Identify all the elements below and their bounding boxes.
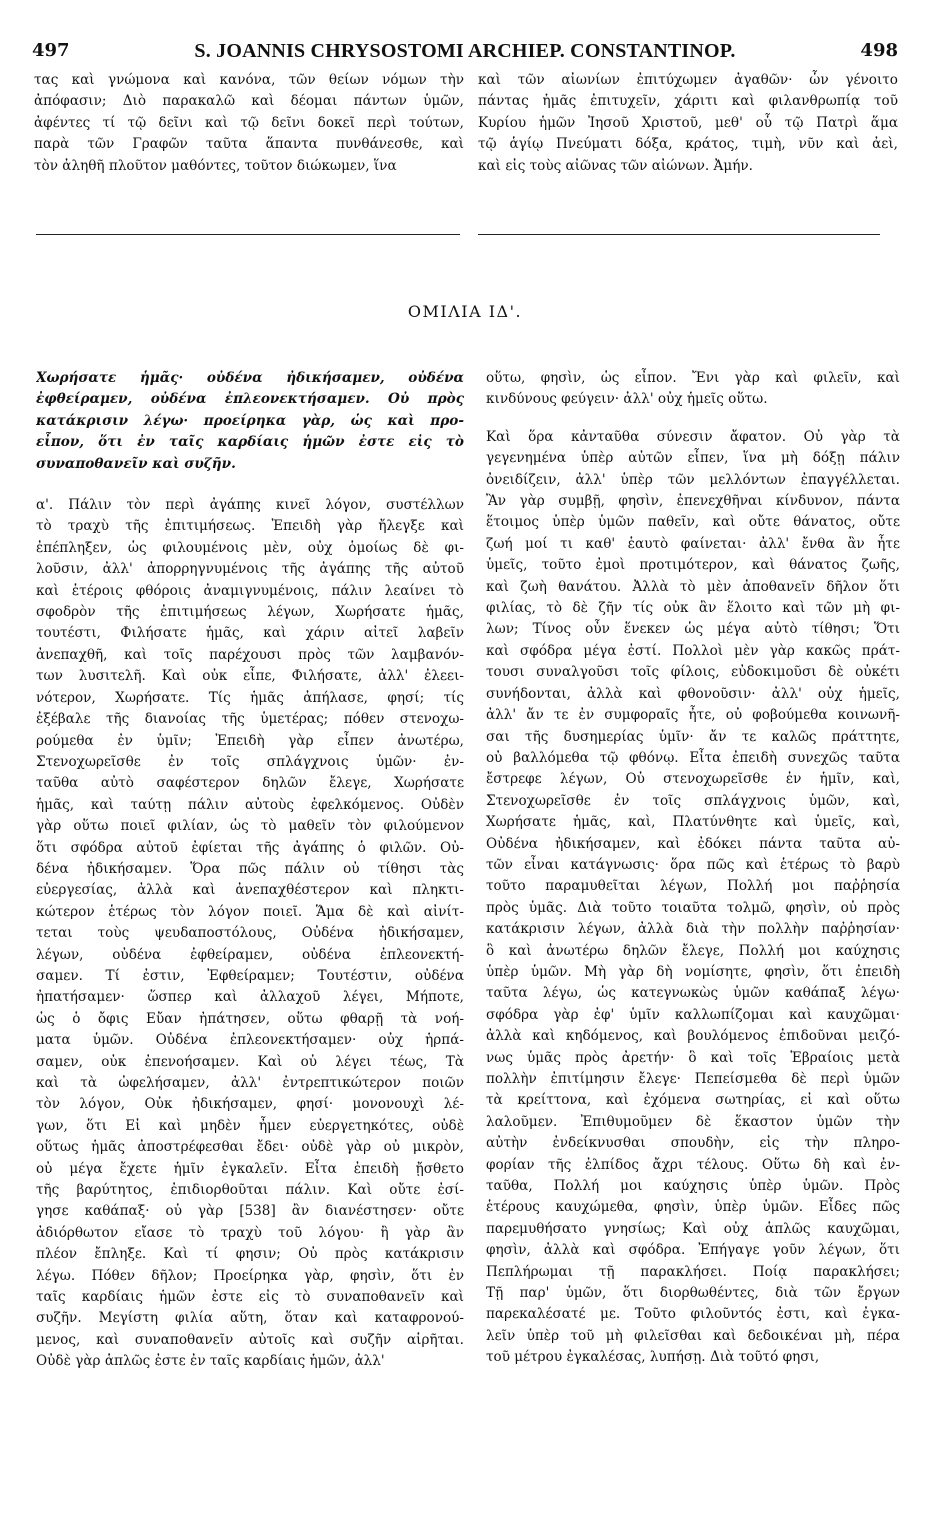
text-line: ἀφέντες τί τῷ δεῖνι καὶ τῷ δεῖνι δοκεῖ περὶ τούτων, — [34, 114, 464, 131]
homily-title: ΟΜΙΛΙΑ ΙΔ'. — [407, 302, 523, 321]
text-line: παρὰ τῶν Γραφῶν ταῦτα ἅπαντα πυνθάνεσθε, καὶ — [34, 136, 464, 153]
top-left-column — [34, 70, 464, 177]
text-line: καὶ ζωὴ θανάτου. Ἀλλὰ τὸ μὲν ἀποθανεῖν δῆλον ὅτι — [486, 578, 900, 595]
text-line: νότερον, Χωρήσατε. Τίς ἡμᾶς ἀπήλασε, φησί; τίς — [36, 689, 464, 706]
text-line: συζῆν. Μεγίστη φιλία αὕτη, ὅταν καὶ καταφρονού- — [36, 1310, 464, 1327]
text-line: ἀλλ' ἄν τε ἐν συμφοραῖς ἦτε, οὐ φοβούμεθα κοινωνῆ- — [486, 707, 900, 724]
text-line: τοῦ μέτρου ἐγκαλέσας, λυπήσῃ. Διὰ τοῦτό φησι, — [486, 1349, 820, 1366]
text-line: μενος, καὶ συναποθανεῖν αὐτοῖς καὶ συζῆν αἱρῆται. — [36, 1331, 464, 1348]
text-line: οὕτω, φησὶν, ὡς εἶπον. Ἔνι γὰρ καὶ φιλεῖν, καὶ — [486, 370, 900, 386]
text-line: συνήδονται, ἀλλὰ καὶ φθονοῦσιν· ἀλλ' οὐχ ἡμεῖς, — [486, 685, 900, 702]
text-line: Ἂν γὰρ συμβῇ, φησὶν, ἐπενεχθῆναι κίνδυνον, πάντα — [486, 493, 900, 510]
paragraph-gap — [486, 411, 900, 427]
text-line: καὶ τὰ ὠφελήσαμεν, ἀλλ' ἐντρεπτικώτερον ποιῶν — [36, 1075, 464, 1091]
text-line: ἐπέπληξεν, ὡς φιλουμένοις μὲν, οὐχ ὁμοίως δὲ φι- — [36, 539, 464, 556]
text-line: πάντας ἡμᾶς ἐπιτυχεῖν, χάριτι καὶ φιλανθρωπίᾳ τοῦ — [478, 93, 898, 110]
text-line: φιλίας, τὸ δὲ ζῆν τίς οὐκ ἂν ἕλοιτο καὶ τῶν μὴ φι- — [486, 600, 900, 617]
page-number-right: 498 — [860, 40, 898, 61]
text-line: κώτερον ἑτέρως τὸν λόγον ποιεῖ. Ἅμα δὲ καὶ αἰνίτ- — [36, 903, 464, 920]
text-line: τῷ ἁγίῳ Πνεύματι δόξα, κράτος, τιμὴ, νῦν καὶ ἀεὶ, — [478, 136, 898, 153]
body-right-text — [486, 427, 900, 1369]
text-line: ρούμεθα ἐν ὑμῖν; Ἐπειδὴ γὰρ εἶπεν ἀνωτέρω, — [36, 732, 464, 749]
text-line: συναποθανεῖν καὶ συζῆν. — [36, 455, 236, 472]
text-line: πλέον ἔπληξε. Καὶ τί φησιν; Οὐ πρὸς κατάκρισιν — [36, 1246, 464, 1263]
text-line: σαμεν. Τί ἐστιν, Ἐφθείραμεν; Τουτέστιν, οὐδένα — [36, 967, 464, 984]
top-right-column — [478, 70, 898, 177]
text-line: ὑπὲρ ὑμῶν. Μὴ γὰρ δὴ νομίσητε, φησὶν, ὅτι ἐπειδὴ — [486, 963, 900, 980]
text-line: παρεκαλέσατέ με. Τοῦτο φιλοῦντός ἐστι, καὶ ἐγκα- — [486, 1306, 900, 1323]
text-line: τουσι συναλγοῦσι τοῖς φίλοις, εὐδοκιμοῦσι δὲ οὐκέτι — [486, 664, 900, 681]
text-line: τῶν εἶναι κατάγνωσις· ὅρα πῶς καὶ ἑτέρως τὸ βαρὺ — [486, 856, 900, 873]
text-line: κατάκρισιν λέγω· προείρηκα γὰρ, ὡς καὶ προ- — [36, 412, 464, 429]
text-line: τὰ κρείττονα, καὶ ἐχόμενα σωτηρίας, εἰ καὶ οὕτω — [486, 1092, 900, 1109]
text-line: ἡμᾶς, καὶ ταύτῃ πάλιν αὐτοὺς ἐφελκόμενος. Οὐδὲν — [36, 796, 464, 813]
text-line: τουτέστι, Φιλήσατε ἡμᾶς, καὶ χάριν αἰτεῖ λαβεῖν — [36, 625, 464, 642]
text-line: ἀνεπαχθῆ, καὶ τοῖς παρέχουσι πρὸς τῶν λαμβανόν- — [36, 646, 464, 663]
text-line: α'. Πάλιν τὸν περὶ ἀγάπης κινεῖ λόγον, συστέλλων — [36, 497, 464, 514]
text-line: φορίαν τῆς ἐλπίδος ἄχρι τέλους. Οὕτω δὴ καὶ ἐν- — [486, 1156, 900, 1173]
text-line: ἐφθείραμεν, οὐδένα ἐπλεονεκτήσαμεν. Οὐ πρὸς — [36, 391, 464, 408]
text-line: ὃ καὶ ἀνωτέρω δηλῶν ἔλεγε, Πολλή μοι καύχησις — [486, 942, 900, 959]
text-line: λαλοῦμεν. Ἐπιθυμοῦμεν δὲ ἕκαστον ὑμῶν τὴν — [486, 1113, 900, 1130]
text-line: κινδύνους φεύγειν· ἀλλ' οὐχ ἡμεῖς οὕτω. — [486, 391, 768, 408]
text-line: τεται τοὺς ψευδαποστόλους, Οὐδένα ἠδικήσαμεν, — [36, 925, 464, 942]
page-number-left: 497 — [32, 40, 70, 61]
section-rule-right — [478, 234, 880, 235]
text-line: τας καὶ γνώμονα καὶ κανόνα, τῶν θείων νόμων τὴν — [34, 72, 464, 88]
text-line: οὕτως ἡμᾶς ἀποστρέφεσθαι ἔδει· οὐδὲ γὰρ οὐ μικρὸν, — [36, 1139, 464, 1156]
text-line: καὶ τῶν αἰωνίων ἐπιτύχωμεν ἀγαθῶν· ὧν γένοιτο — [478, 72, 898, 88]
running-title: S. JOANNIS CHRYSOSTOMI ARCHIEP. CONSTANTINOP. — [194, 40, 736, 62]
text-line: αὐτὴν ἐνδείκνυσθαι σπουδὴν, εἰς τὴν πληρο- — [486, 1135, 900, 1152]
text-line: λοῦσιν, ἀλλ' ἀπορρηγνυμένοις τῆς ἀγάπης τῆς αὐτοῦ — [36, 561, 464, 578]
text-line: καὶ εἰς τοὺς αἰῶνας τῶν αἰώνων. Ἀμήν. — [478, 157, 753, 174]
text-line: οὐ μέγα ἔχετε ἡμῖν ἐγκαλεῖν. Εἶτα ἐπειδὴ ᾔσθετο — [36, 1160, 464, 1177]
text-line: τοῦτο παραμυθεῖται λέγων, Πολλή μοι παῤῥησία — [486, 878, 900, 895]
text-line: ματα ὑμῶν. Οὐδένα ἐπλεονεκτήσαμεν· οὐχ ἡρπά- — [36, 1032, 464, 1049]
text-line: τὸν ἀληθῆ πλοῦτον μαθόντες, τοῦτον διώκωμεν, ἵνα — [34, 157, 397, 174]
text-line: παρεμυθήσατο γνησίως; Καὶ οὐχ ἁπλῶς καυχῶμαι, — [486, 1220, 900, 1237]
text-line: Τῇ παρ' ὑμῶν, ὅτι διορθωθέντες, διὰ τῶν ἔργων — [486, 1285, 900, 1302]
text-line: οὐ βαλλόμεθα τῷ φθόνῳ. Εἶτα ἐπειδὴ συνεχῶς ταῦτα — [486, 749, 900, 766]
text-line: ὡς ὁ ὄφις Εὔαν ἠπάτησεν, οὕτω φθαρῇ τὰ νοή- — [36, 1010, 464, 1027]
text-line: ὀνειδίζειν, ἀλλ' ὑπὲρ τῶν μελλόντων ἐπαγγέλλεται. — [486, 471, 900, 488]
text-line: Κυρίου ἡμῶν Ἰησοῦ Χριστοῦ, μεθ' οὗ τῷ Πατρὶ ἅμα — [478, 114, 898, 131]
text-line: ἐξέβαλε τῆς διανοίας τῆς ὑμετέρας; πόθεν στενοχω- — [36, 711, 464, 728]
text-line: λων; Τίνος οὖν ἕνεκεν ὡς μέγα αὐτὸ τίθησι; Ὅτι — [486, 621, 900, 638]
text-line: κατάκρισιν λέγων, ἀλλὰ διὰ τὴν πολλὴν παῤῥησίαν· — [486, 921, 900, 938]
text-line: Οὐδὲ γὰρ ἁπλῶς ἐστε ἐν ταῖς καρδίαις ἡμῶν, ἀλλ' — [36, 1353, 385, 1370]
text-line: λέγω. Πόθεν δῆλον; Προείρηκα γὰρ, φησὶν, ὅτι ἐν — [36, 1267, 464, 1284]
text-line: ἕτοιμος ὑπὲρ ὑμῶν παθεῖν, καὶ οὔτε θάνατος, οὔτε — [486, 514, 900, 531]
text-line: Οὐδένα ἠδικήσαμεν, καὶ ἐδόκει πάντα ταῦτα αὐ- — [486, 835, 900, 852]
text-line: ὅτι σφόδρα αὐτοῦ ἐφίεται τῆς ἀγάπης ὁ φιλῶν. Οὐ- — [36, 839, 464, 856]
text-line: γὰρ οὕτω ποιεῖ φιλίαν, ὡς τὸ μαθεῖν τὸν φιλούμενον — [36, 818, 464, 835]
text-line: ταῦθα αὐτὸ σαφέστερον δηλῶν ἔλεγε, Χωρήσατε — [36, 775, 464, 792]
text-line: τῆς βαρύτητος, ἐπιδιορθοῦται πάλιν. Καὶ οὔτε ἐσί- — [36, 1182, 464, 1199]
text-line: εἶπον, ὅτι ἐν ταῖς καρδίαις ἡμῶν ἐστε εἰς τὸ — [36, 434, 464, 451]
text-line: Καὶ ὅρα κἀνταῦθα σύνεσιν ἄφατον. Οὐ γὰρ τὰ — [486, 428, 900, 445]
text-line: ἀδιόρθωτον εἴασε τὸ τραχὺ τοῦ λόγου· ἢ γὰρ ἂν — [36, 1224, 464, 1241]
text-line: ἔστρεφε λέγων, Οὐ στενοχωρεῖσθε ἐν ἡμῖν, καὶ, — [486, 771, 900, 788]
text-line: εὐεργεσίας, ἀλλὰ καὶ ἀνεπαχθέστερον καὶ πληκτι- — [36, 882, 464, 899]
text-line: πολλὴν ἐπιτίμησιν ἔλεγε· Πεπείσμεθα δὲ περὶ ὑμῶν — [486, 1071, 900, 1087]
text-line: φησὶν, ἀλλὰ καὶ σφόδρα. Ἐπήγαγε γοῦν λέγων, ὅτι — [486, 1242, 900, 1259]
running-header — [32, 40, 898, 66]
text-line: λεῖν ὑπὲρ τοῦ μὴ φιλεῖσθαι καὶ δεδοικέναι μὴ, πέρα — [486, 1327, 900, 1344]
text-line: γησε καθάπαξ· οὐ γὰρ [538] ἂν διανέστησεν· οὔτε — [36, 1203, 464, 1220]
body-right-intro — [486, 368, 900, 411]
body-left-column — [36, 368, 464, 1373]
body-left-text — [36, 495, 464, 1373]
text-line: ὑμεῖς, τοῦτο ἐμοὶ προτιμότερον, καὶ θάνατος ζωῆς, — [486, 557, 900, 574]
text-line: Πεπλήρωμαι τῇ παρακλήσει. Ποίᾳ παρακλήσει; — [486, 1263, 900, 1280]
lemma-block — [36, 368, 464, 475]
text-line: σφοδρὸν τῆς ἐπιτιμήσεως λέγων, Χωρήσατε ἡμᾶς, — [36, 604, 464, 621]
text-line: ἀπόφασιν; Διὸ παρακαλῶ καὶ δέομαι πάντων ὑμῶν, — [34, 93, 464, 110]
text-line: γων, ὅτι Εἰ καὶ μηδὲν ἦμεν εὐεργετηκότες, οὐδὲ — [36, 1117, 464, 1134]
text-line: ζωή μοί τι καθ' ἑαυτὸ φαίνεται· ἀλλ' ἔνθα ἂν ἦτε — [486, 535, 900, 552]
text-line: ἀλλὰ καὶ κηδόμενος, καὶ βουλόμενος ἐπιδοῦναι μειζό- — [486, 1028, 900, 1045]
text-line: δένα ἠδικήσαμεν. Ὅρα πῶς πάλιν οὐ τίθησι τὰς — [36, 860, 464, 877]
text-line: Χωρήσατε ἡμᾶς· οὐδένα ἠδικήσαμεν, οὐδένα — [36, 370, 464, 386]
body-right-column — [486, 368, 900, 1369]
text-line: ἠπατήσαμεν· ὥσπερ καὶ ἀλλαχοῦ λέγει, Μήποτε, — [36, 989, 464, 1006]
text-line: καὶ σφόδρα μέγα ἐστί. Πολλοὶ μὲν γὰρ κακῶς πράτ- — [486, 642, 900, 659]
text-line: καὶ ἑτέροις φθόροις ἀναμιγνυμένοις, πάλιν λεαίνει τὸ — [36, 582, 464, 599]
text-line: σφόδρα γὰρ ἐφ' ὑμῖν καλλωπίζομαι καὶ καυχῶμαι· — [486, 1006, 900, 1023]
lemma-gap — [36, 475, 464, 495]
text-line: τὸ τραχὺ τῆς ἐπιτιμήσεως. Ἐπειδὴ γὰρ ἤλεγξε καὶ — [36, 518, 464, 535]
text-line: νως ὑμᾶς πρὸς ἀρετήν· ὃ καὶ τοῖς Ἑβραίοις μετὰ — [486, 1049, 900, 1066]
text-line: γεγενημένα ὑπὲρ αὐτῶν εἶπεν, ἵνα μὴ δόξῃ πάλιν — [486, 450, 900, 467]
text-line: ἑτέρους καυχώμεθα, φησὶν, ὑπὲρ ὑμῶν. Εἶδες πῶς — [486, 1199, 900, 1216]
text-line: ταῦθα, Πολλή μοι καύχησις ὑπὲρ ὑμῶν. Πρὸς — [486, 1178, 900, 1195]
text-line: σαι τῆς δυσημερίας ὑμῖν· ἄν τε καλῶς πράττητε, — [486, 728, 900, 745]
text-line: Στενοχωρεῖσθε ἐν τοῖς σπλάγχνοις ὑμῶν, καὶ, — [486, 792, 900, 809]
text-line: ταῦτα λέγω, ὡς κατεγνωκὼς ὑμῶν καθάπαξ λέγω· — [486, 985, 900, 1002]
text-line: Χωρήσατε ἡμᾶς, καὶ, Πλατύνθητε καὶ ὑμεῖς, καὶ, — [486, 814, 900, 831]
text-line: λέγων, οὐδένα ἐφθείραμεν, οὐδένα ἐπλεονεκτή- — [36, 946, 464, 963]
text-line: των λυσιτελῆ. Καὶ οὐκ εἶπε, Φιλήσατε, ἀλλ' ἐλεει- — [36, 668, 464, 685]
text-line: πρὸς ὑμᾶς. Διὰ τοῦτο τοιαῦτα τολμῶ, φησὶν, οὐ πρὸς — [486, 899, 900, 916]
text-line: τὸν λόγον, Οὐκ ἠδικήσαμεν, φησί· μονονουχὶ λέ- — [36, 1096, 464, 1113]
text-line: ταῖς καρδίαις ἡμῶν ἐστε εἰς τὸ συναποθανεῖν καὶ — [36, 1289, 464, 1306]
section-rule-left — [36, 234, 460, 235]
text-line: σαμεν, οὐκ ἐπενοήσαμεν. Καὶ οὐ λέγει τέως, Τὰ — [36, 1053, 464, 1070]
text-line: Στενοχωρεῖσθε ἐν τοῖς σπλάγχνοις ὑμῶν· ἐν- — [36, 753, 464, 770]
